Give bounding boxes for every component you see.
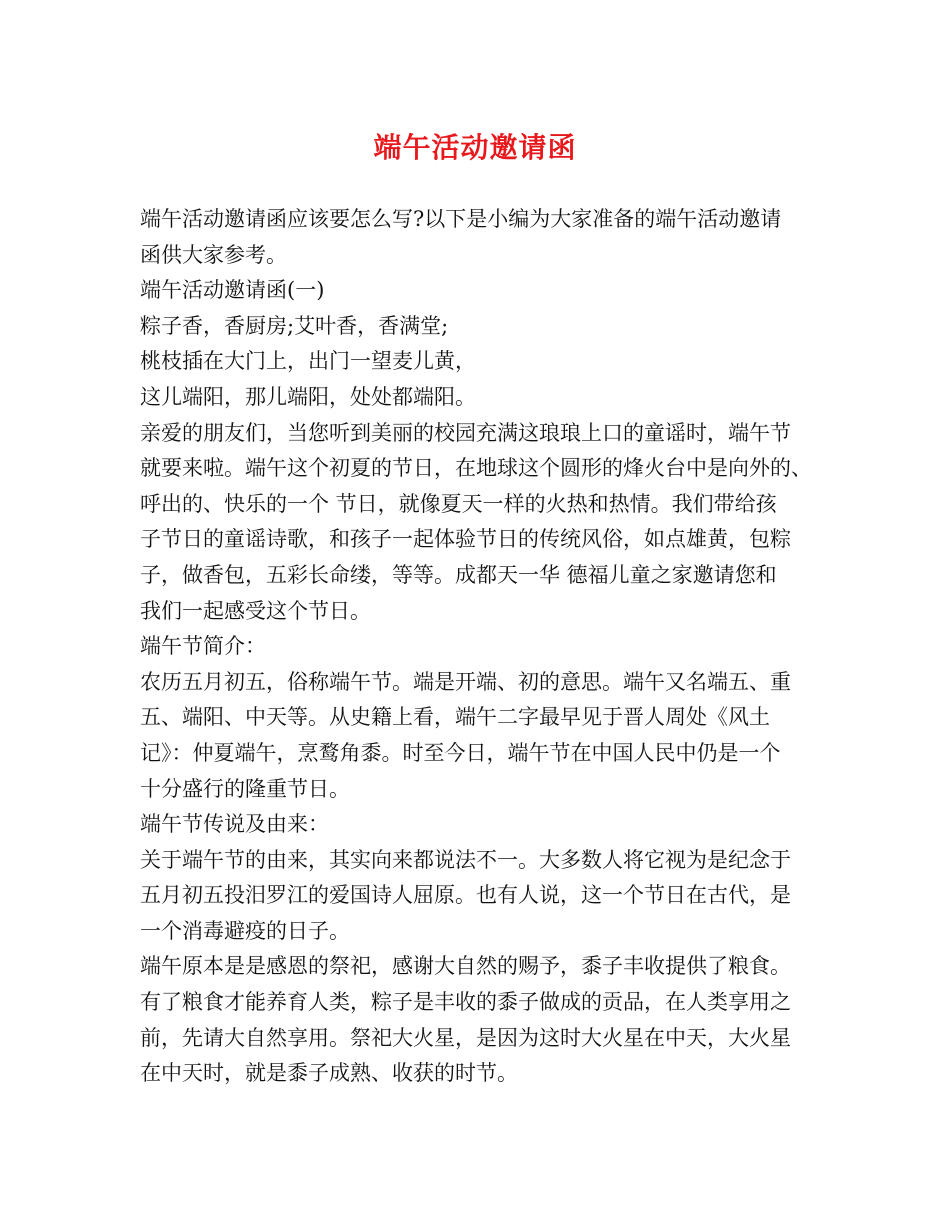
body-line: 在中天时，就是黍子成熟、收获的时节。 — [140, 1061, 518, 1086]
body-line: 端午节传说及由来： — [140, 812, 329, 837]
body-line: 端午活动邀请函(一) — [140, 278, 325, 303]
body-line: 关于端午节的由来，其实向来都说法不一。大多数人将它视为是纪念于 — [140, 847, 791, 872]
body-line: 我们一起感受这个节日。 — [140, 598, 371, 623]
body-line: 前，先请大自然享用。祭祀大火星，是因为这时大火星在中天，大火星 — [140, 1025, 791, 1050]
body-line: 子，做香包，五彩长命缕，等等。成都天一华 德福儿童之家邀请您和 — [140, 562, 777, 587]
body-line: 函供大家参考。 — [140, 242, 287, 267]
body-line: 五月初五投汨罗江的爱国诗人屈原。也有人说，这一个节日在古代，是 — [140, 883, 791, 908]
body-line: 端午活动邀请函应该要怎么写?以下是小编为大家准备的端午活动邀请 — [140, 207, 782, 231]
body-line: 端午节简介： — [140, 634, 266, 659]
body-line: 农历五月初五，俗称端午节。端是开端、初的意思。端午又名端五、重 — [140, 669, 791, 694]
body-line: 这儿端阳，那儿端阳，处处都端阳。 — [140, 384, 476, 409]
body-line: 五、端阳、中天等。从史籍上看，端午二字最早见于晋人周处《风土 — [140, 705, 770, 730]
body-line: 就要来啦。端午这个初夏的节日，在地球这个圆形的烽火台中是向外的、 — [140, 456, 812, 481]
body-line: 呼出的、快乐的一个 节日，就像夏天一样的火热和热情。我们带给孩 — [140, 491, 777, 516]
body-line: 桃枝插在大门上，出门一望麦儿黄， — [140, 349, 476, 374]
body-line: 粽子香，香厨房;艾叶香，香满堂; — [140, 313, 449, 338]
body-line: 一个消毒避疫的日子。 — [140, 918, 350, 943]
body-line: 十分盛行的隆重节日。 — [140, 776, 350, 801]
document-title: 端午活动邀请函 — [373, 131, 577, 164]
document-body — [140, 202, 820, 1092]
body-line: 亲爱的朋友们，当您听到美丽的校园充满这琅琅上口的童谣时，端午节 — [140, 420, 791, 445]
body-line: 记》：仲夏端午，烹鹜角黍。时至今日，端午节在中国人民中仍是一个 — [140, 740, 781, 765]
body-line: 有了粮食才能养育人类，粽子是丰收的黍子做成的贡品，在人类享用之 — [140, 990, 791, 1015]
body-line: 子节日的童谣诗歌，和孩子一起体验节日的传统风俗，如点雄黄，包粽 — [140, 527, 791, 552]
body-line: 端午原本是是感恩的祭祀，感谢大自然的赐予，黍子丰收提供了粮食。 — [140, 954, 791, 979]
